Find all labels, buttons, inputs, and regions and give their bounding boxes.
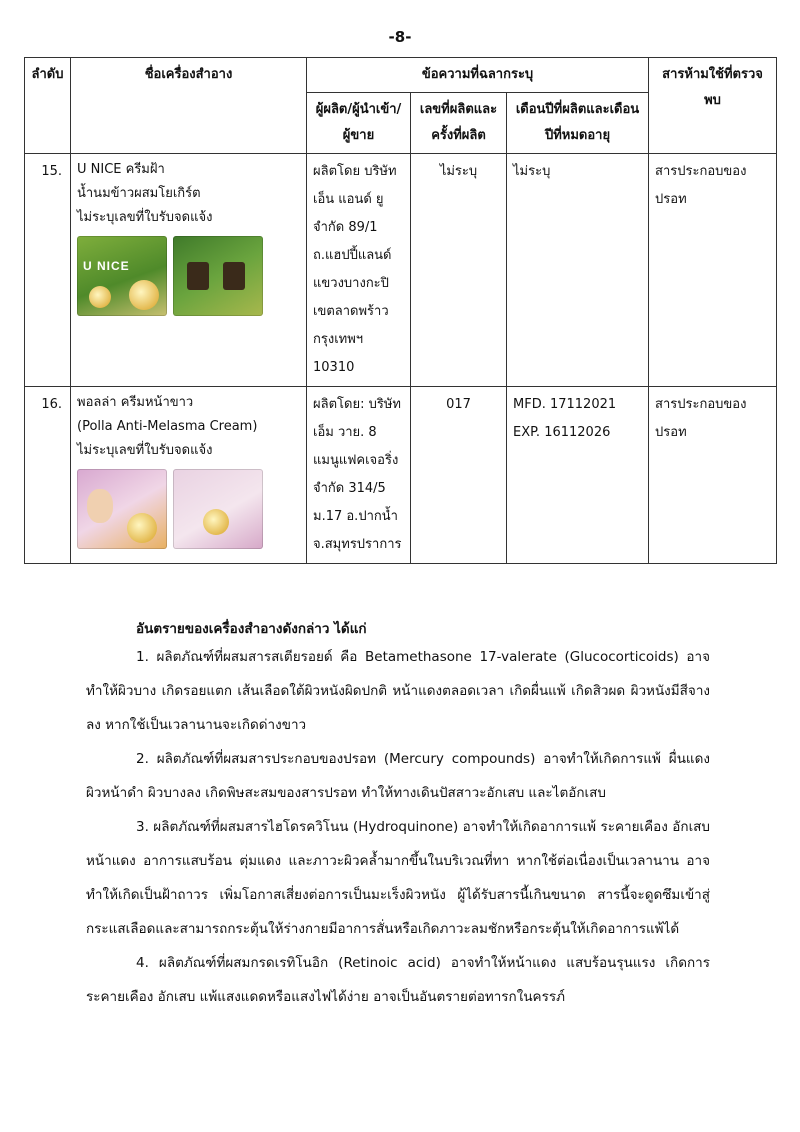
header-banned: สารห้ามใช้ที่ตรวจพบ bbox=[649, 58, 777, 154]
product-name-line: U NICE ครีมฝ้า bbox=[77, 162, 165, 177]
lot-cell: ไม่ระบุ bbox=[411, 154, 507, 387]
lot-cell: 017 bbox=[411, 387, 507, 564]
header-label-info: ข้อความที่ฉลากระบุ bbox=[307, 58, 649, 93]
header-lot: เลขที่ผลิตและครั้งที่ผลิต bbox=[411, 93, 507, 154]
header-manufacturer: ผู้ผลิต/ผู้นำเข้า/ผู้ขาย bbox=[307, 93, 411, 154]
product-name-line: (Polla Anti-Melasma Cream) bbox=[77, 419, 258, 434]
header-no: ลำดับ bbox=[25, 58, 71, 154]
mfd-date: MFD. 17112021 bbox=[513, 397, 617, 412]
manufacturer-cell: ผลิตโดย: บริษัท เอ็ม วาย. 8 แมนูแฟคเจอริ่ง จำกัด 314/5 ม.17 อ.ปากน้ำ จ.สมุทรปราการ bbox=[307, 387, 411, 564]
product-images bbox=[77, 469, 300, 549]
cream-jar-icon bbox=[203, 509, 229, 535]
hazards-heading: อันตรายของเครื่องสำอางดังกล่าว ได้แก่ bbox=[136, 621, 367, 637]
hazard-item: 4. ผลิตภัณฑ์ที่ผสมกรดเรทิโนอิก (Retinoic acid) อาจทำให้หน้าแดง แสบร้อนรุนแรง เกิดการระคายเคือง อักเสบ แพ้แสงแดดหรือแสงไฟได้ง่าย อาจเป็นอันตรายต่อทารกในครรภ์ bbox=[86, 955, 710, 1005]
banned-substance-cell: สารประกอบของปรอท bbox=[649, 387, 777, 564]
portrait-icon bbox=[223, 262, 245, 290]
hazard-item: 1. ผลิตภัณฑ์ที่ผสมสารสเตียรอยด์ คือ Betamethasone 17-valerate (Glucocorticoids) อาจทำให้ผิวบาง เกิดรอยแตก เส้นเลือดใต้ผิวหนังผิดปกติ หน้าแดงตลอดเวลา เกิดผื่นแพ้ เกิดสิวผด ผิวหนังมีสีจางลง หากใช้เป็นเวลานานจะเกิดด่างขาว bbox=[86, 649, 710, 733]
hazard-item: 2. ผลิตภัณฑ์ที่ผสมสารประกอบของปรอท (Mercury compounds) อาจทำให้เกิดการแพ้ ผื่นแดง ผิวหน้าดำ ผิวบางลง เกิดพิษสะสมของสารปรอท ทำให้ทางเดินปัสสาวะอักเสบ และไตอักเสบ bbox=[86, 751, 710, 801]
row-number: 15. bbox=[25, 154, 71, 387]
row-number: 16. bbox=[25, 387, 71, 564]
exp-date: EXP. 16112026 bbox=[513, 425, 611, 440]
product-images bbox=[77, 236, 300, 316]
page-number: -8- bbox=[388, 28, 412, 46]
cream-jar-icon bbox=[129, 280, 159, 310]
manufacturer-cell: ผลิตโดย บริษัท เอ็น แอนด์ ยู จำกัด 89/1 ถ.แฮปปี้แลนด์ แขวงบางกะปิ เขตลาดพร้าว กรุงเทพฯ 10310 bbox=[307, 154, 411, 387]
table-row bbox=[25, 387, 777, 564]
product-photo bbox=[77, 469, 167, 549]
product-name-cell bbox=[71, 154, 307, 387]
hazard-item: 3. ผลิตภัณฑ์ที่ผสมสารไฮโดรควิโนน (Hydroquinone) อาจทำให้เกิดอาการแพ้ ระคายเคือง อักเสบ หน้าแดง อาการแสบร้อน ตุ่มแดง และภาวะผิวคล้ำมากขึ้นในบริเวณที่ทา หากใช้ต่อเนื่องเป็นเวลานาน อาจทำให้เกิดเป็นฝ้าถาวร เพิ่มโอกาสเสี่ยงต่อการเป็นมะเร็งผิวหนัง ผู้ได้รับสารนี้เกินขนาด สารนี้จะดูดซึมเข้าสู่กระแสเลือดและสามารถกระตุ้นให้ร่างกายมีอาการสั่นหรือเกิดภาวะลมชักหรือกระตุ้นให้เกิดอาการแพ้ได้ bbox=[86, 819, 710, 937]
product-name-line: ไม่ระบุเลขที่ใบรับจดแจ้ง bbox=[77, 210, 213, 225]
product-name-cell bbox=[71, 387, 307, 564]
header-dates: เดือนปีที่ผลิตและเดือนปีที่หมดอายุ bbox=[507, 93, 649, 154]
face-icon bbox=[87, 489, 113, 523]
product-name-line: พอลล่า ครีมหน้าขาว bbox=[77, 395, 194, 410]
header-name: ชื่อเครื่องสำอาง bbox=[71, 58, 307, 154]
product-box-label: U NICE bbox=[83, 259, 130, 273]
dates-cell bbox=[507, 387, 649, 564]
product-photo bbox=[173, 469, 263, 549]
product-photo bbox=[77, 236, 167, 316]
table-row bbox=[25, 154, 777, 387]
cream-jar-icon bbox=[89, 286, 111, 308]
product-name-line: ไม่ระบุเลขที่ใบรับจดแจ้ง bbox=[77, 443, 213, 458]
portrait-icon bbox=[187, 262, 209, 290]
banned-substance-cell: สารประกอบของปรอท bbox=[649, 154, 777, 387]
product-name-line: น้ำนมข้าวผสมโยเกิร์ต bbox=[77, 186, 201, 201]
dates-cell: ไม่ระบุ bbox=[507, 154, 649, 387]
cream-jar-icon bbox=[127, 513, 157, 543]
product-photo bbox=[173, 236, 263, 316]
product-table bbox=[24, 57, 777, 564]
